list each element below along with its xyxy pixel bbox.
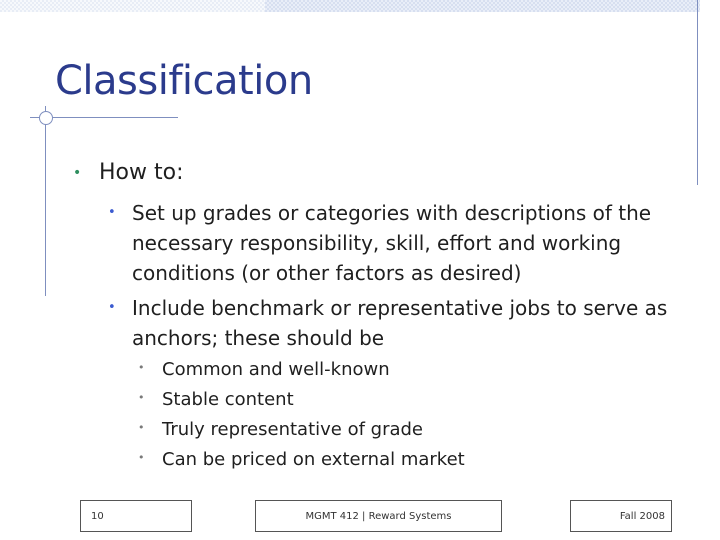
bullet-text: Can be priced on external market [162, 449, 465, 470]
bullet-text: Include benchmark or representative jobs to serve as anchors; these should be [132, 296, 668, 350]
right-accent-line [697, 0, 698, 185]
bullet-text: How to: [99, 160, 184, 185]
bullet-dot-icon: • [108, 205, 116, 220]
bullet-dot-icon: • [138, 361, 145, 374]
footer-page-number-box [80, 500, 192, 532]
bullet-dot-icon: • [138, 421, 145, 434]
bullet-text: Truly representative of grade [162, 419, 423, 440]
footer-course-label: MGMT 412 | Reward Systems [305, 511, 452, 522]
title-vertical-line [45, 106, 46, 296]
bullet-dot-icon: • [73, 165, 82, 181]
page-number: 10 [91, 511, 104, 522]
bullet-text: Common and well-known [162, 359, 390, 380]
footer-term-label: Fall 2008 [619, 511, 665, 522]
bullet-text: Set up grades or categories with descriptions of the necessary responsibility, skill, effort and working conditions (or other factors as desired) [132, 201, 652, 285]
bullet-text: Stable content [162, 389, 294, 410]
bullet-dot-icon: • [138, 391, 145, 404]
crosshair-ornament-icon [39, 111, 53, 125]
footer-course-box [255, 500, 502, 532]
footer-term-box [570, 500, 672, 532]
header-pattern-left [0, 0, 265, 12]
bullet-dot-icon: • [108, 300, 116, 315]
header-pattern-right [265, 0, 700, 12]
slide-title: Classification [55, 58, 313, 104]
bullet-dot-icon: • [138, 451, 145, 464]
